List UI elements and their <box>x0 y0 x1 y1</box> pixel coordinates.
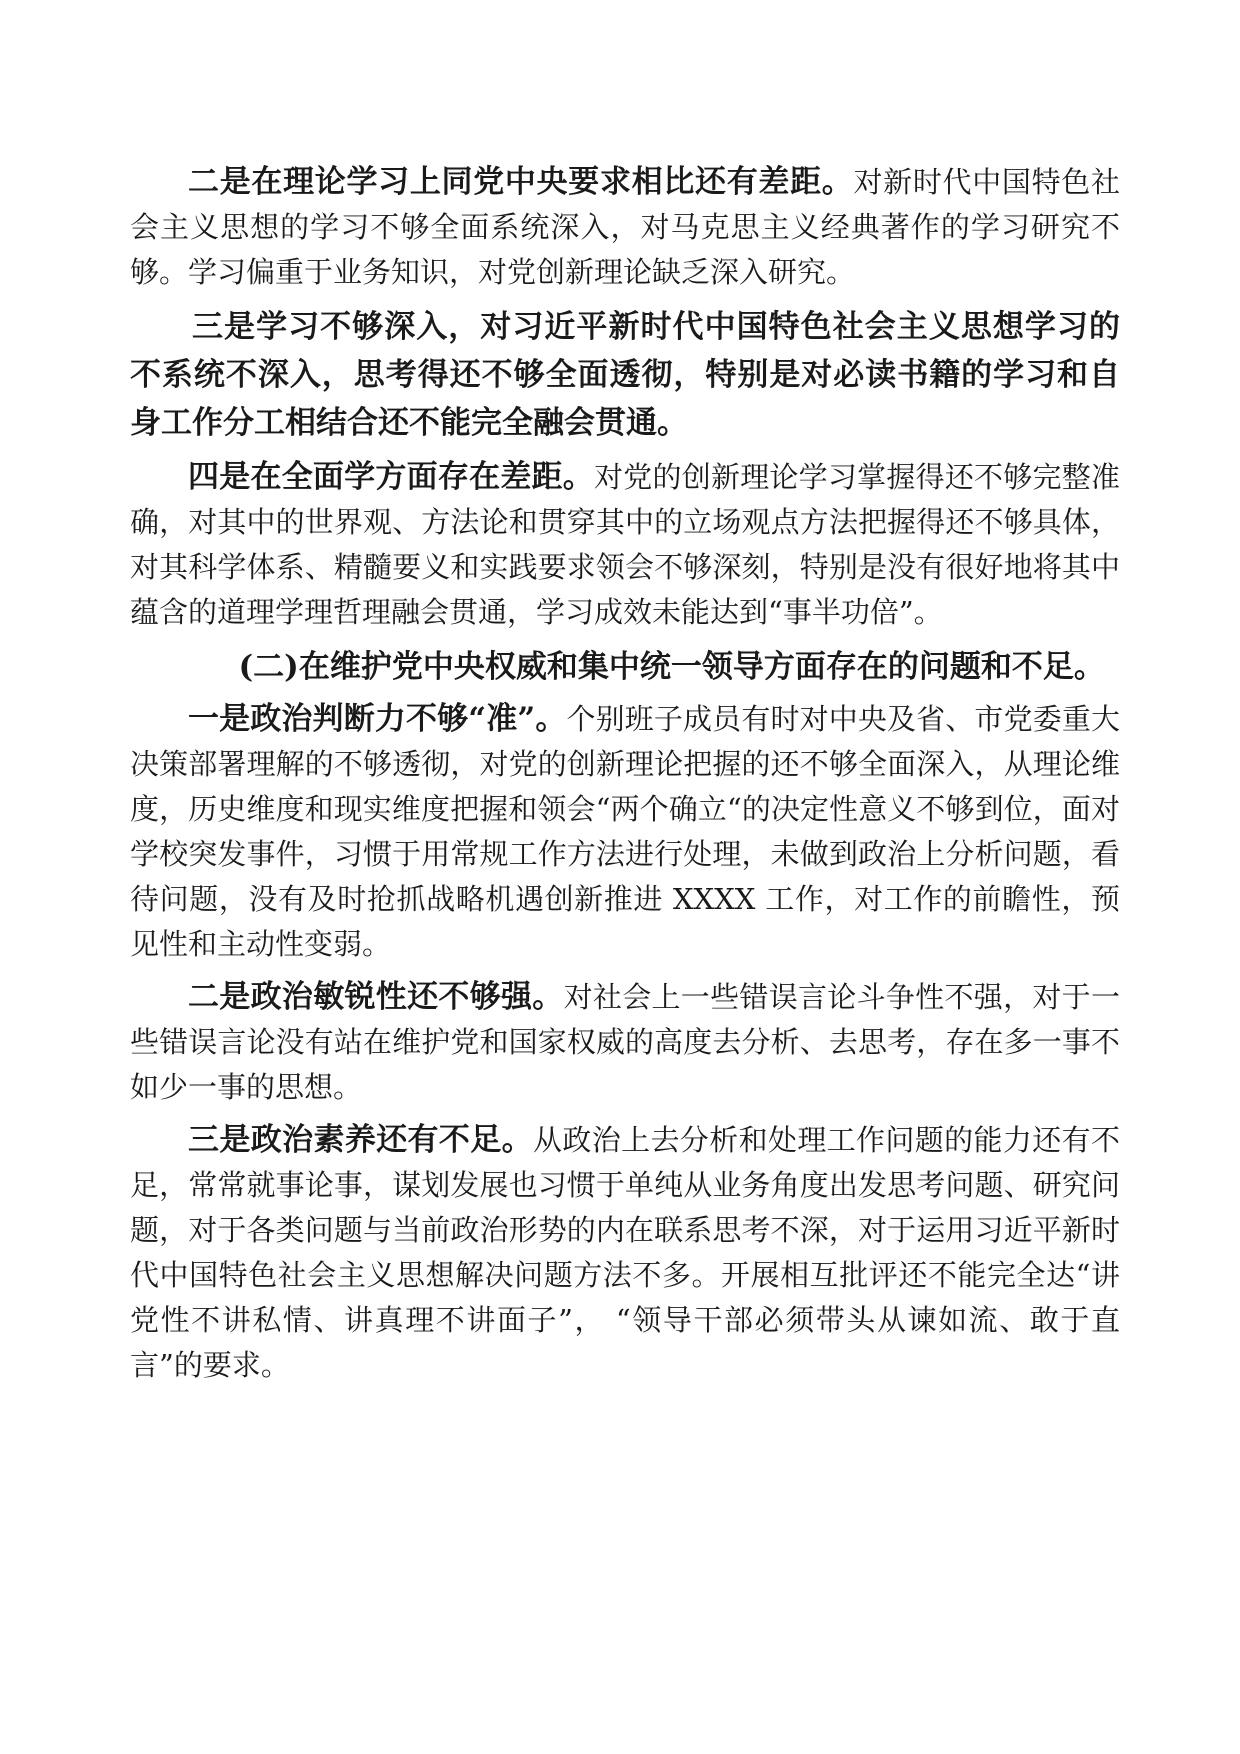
paragraph-lead: 二是在理论学习上同党中央要求相比还有差距。 <box>188 164 854 200</box>
paragraph-text: 从政治上去分析和处理工作问题的能力还有不足，常常就事论事，谋划发展也习惯于单纯从业务角度出发思考问题、研究问题，对于各类问题与当前政治形势的内在联系思考不深，对于运用习近平新时代中国特色社会主义思想解决问题方法不多。开展相互批评还不能完全达“讲党性不讲私情、讲真理不讲面子”， “领导干部必须带头从谏如流、敢于直言”的要求。 <box>130 1123 1120 1382</box>
paragraph-text: 对党的创新理论学习掌握得还不够完整准确，对其中的世界观、方法论和贯穿其中的立场观点方法把握得还不够具体，对其科学体系、精髓要义和实践要求领会不够深刻，特别是没有很好地将其中蕴含的道理学理哲理融会贯通，学习成效未能达到“事半功倍”。 <box>130 460 1120 629</box>
paragraph-comprehensive-study <box>130 455 1120 635</box>
section-heading: (二)在维护党中央权威和集中统一领导方面存在的问题和不足。 <box>238 649 1105 685</box>
paragraph-text: 对社会上一些错误言论斗争性不强，对于一些错误言论没有站在维护党和国家权威的高度去分析、去思考，存在多一事不如少一事的思想。 <box>130 980 1120 1104</box>
paragraph-lead: 三是学习不够深入，对习近平新时代中国特色社会主义思想学习的不系统不深入，思考得还不够全面透彻，特别是对必读书籍的学习和自身工作分工相结合还不能完全融会贯通。 <box>130 309 1120 441</box>
paragraph-theory-study <box>130 160 1120 295</box>
paragraph-lead: 二是政治敏锐性还不够强。 <box>188 979 564 1015</box>
paragraph-lead: 一是政治判断力不够“准”。 <box>188 701 567 737</box>
document-page <box>130 160 1120 1396</box>
paragraph-political-sensitivity <box>130 975 1120 1110</box>
paragraph-study-depth <box>130 303 1120 447</box>
paragraph-text: 个别班子成员有时对中央及省、市党委重大决策部署理解的不够透彻，对党的创新理论把握的还不够全面深入，从理论维度，历史维度和现实维度把握和领会“两个确立“的决定性意义不够到位，面对学校突发事件，习惯于用常规工作方法进行处理，未做到政治上分析问题，看待问题，没有及时抢抓战略机遇创新推进 XXXX 工作，对工作的前瞻性，预见性和主动性变弱。 <box>130 702 1120 961</box>
paragraph-political-literacy <box>130 1118 1120 1388</box>
paragraph-lead: 四是在全面学方面存在差距。 <box>188 459 595 495</box>
paragraph-political-judgment <box>130 697 1120 967</box>
paragraph-text: 对新时代中国特色社会主义思想的学习不够全面系统深入，对马克思主义经典著作的学习研究不够。学习偏重于业务知识，对党创新理论缺乏深入研究。 <box>130 165 1120 289</box>
paragraph-lead: 三是政治素养还有不足。 <box>188 1122 534 1158</box>
